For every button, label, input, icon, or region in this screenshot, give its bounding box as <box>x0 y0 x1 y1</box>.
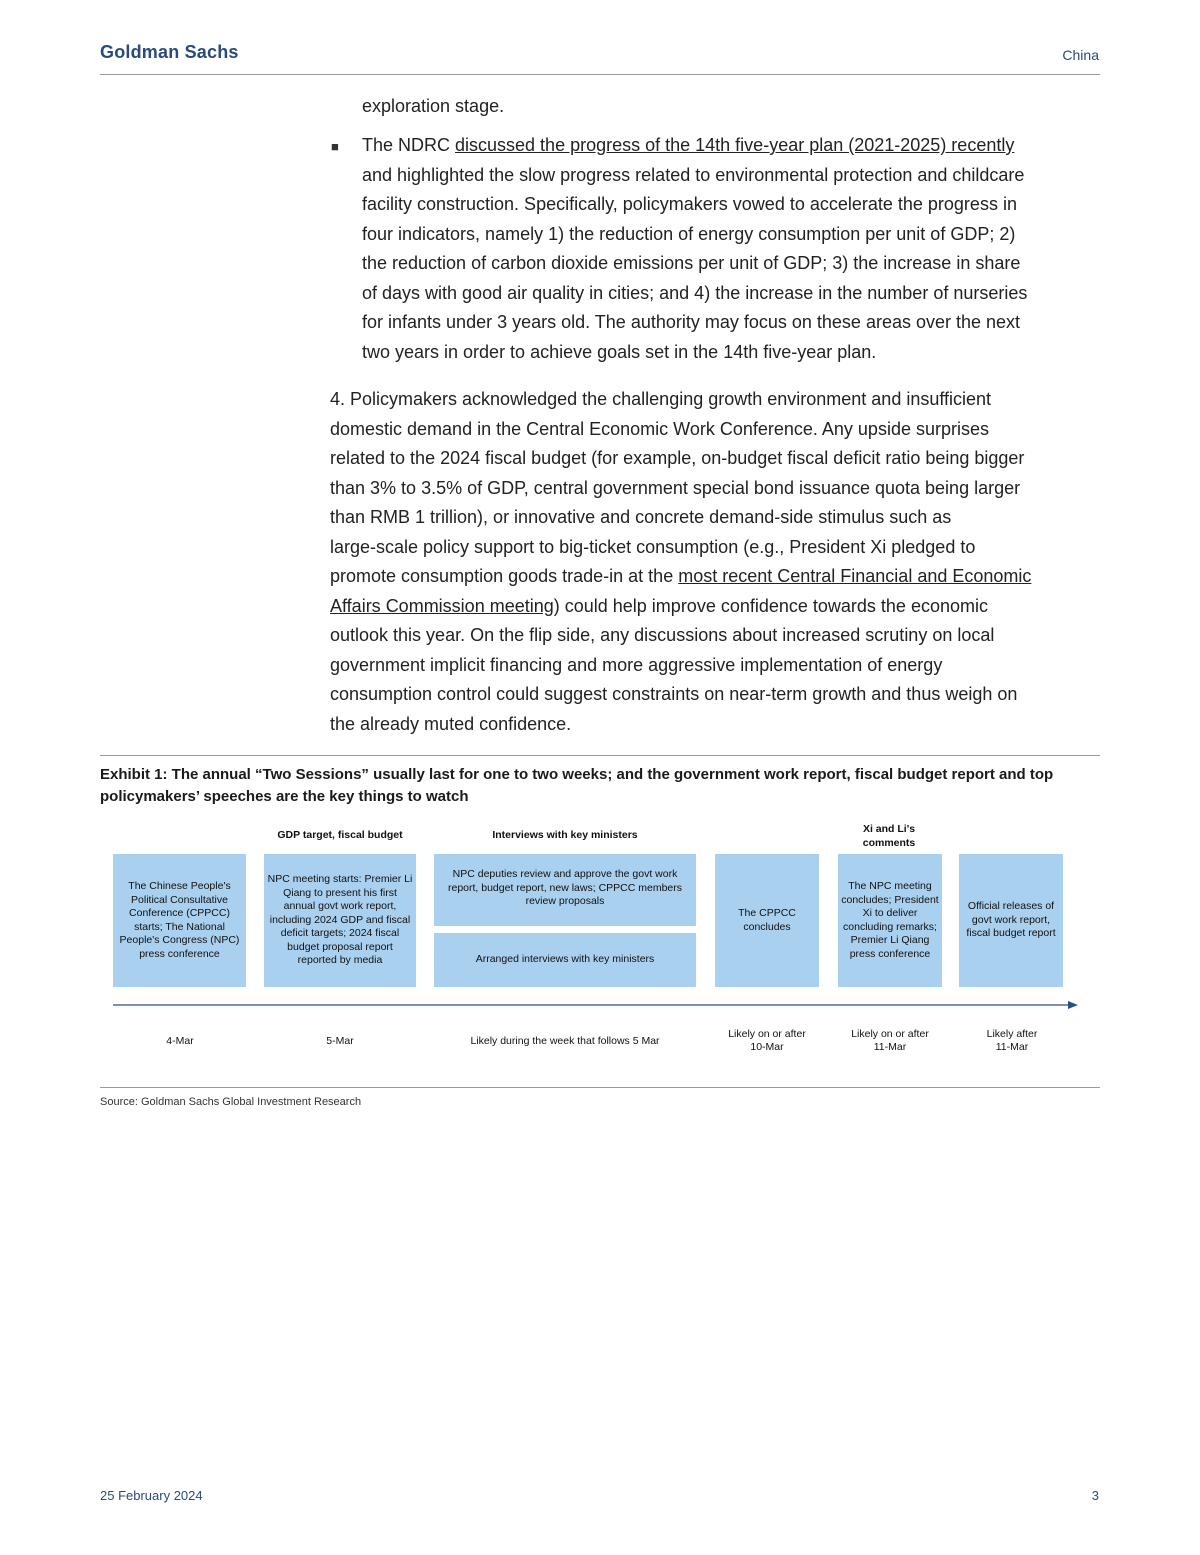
date-4-mar: 4-Mar <box>166 1035 194 1047</box>
footer-date: 25 February 2024 <box>100 1488 203 1503</box>
bullet-marker: ■ <box>331 139 339 154</box>
exhibit-title-line: policymakers’ speeches are the key things to watch <box>100 788 469 805</box>
paragraph-line <box>330 592 1102 622</box>
paragraph-line: outlook this year. On the flip side, any discussions about increased scrutiny on local <box>330 625 995 645</box>
box-npc-start: NPC meeting starts: Premier Li Qiang to present his first annual govt work report, including 2024 GDP and fiscal deficit targets; 2024 fiscal budget proposal report reported by media <box>264 854 416 987</box>
exhibit-top-rule <box>100 755 1100 756</box>
paragraph-line: large-scale policy support to big-ticket consumption (e.g., President Xi pledged to <box>330 536 976 557</box>
brand-name: Goldman Sachs <box>100 42 239 62</box>
bullet-line: and highlighted the slow progress related to environmental protection and childcare <box>362 164 1025 185</box>
paragraph-line <box>330 562 1102 592</box>
box-npc-review: NPC deputies review and approve the govt work report, budget report, new laws; CPPCC members review proposals <box>434 854 696 926</box>
box-releases: Official releases of govt work report, fiscal budget report <box>959 854 1063 987</box>
exhibit-source: Source: Goldman Sachs Global Investment Research <box>100 1096 362 1108</box>
header-rule <box>100 74 1100 75</box>
paragraph-4 <box>330 385 1102 739</box>
date-later-11-mar: Likely after 11-Mar <box>986 1028 1038 1053</box>
page-number: 3 <box>1091 1488 1099 1503</box>
date-5-mar: 5-Mar <box>326 1035 354 1047</box>
date-week-after: Likely during the week that follows 5 Mar <box>470 1035 660 1047</box>
paragraph-pre-text: promote consumption goods trade-in at the <box>330 566 679 586</box>
paragraph-post-text: ) could help improve confidence towards the economic <box>553 595 988 616</box>
col-label-xi-li: Xi and Li's comments <box>862 823 916 849</box>
col-label-gdp: GDP target, fiscal budget <box>277 829 403 841</box>
paragraph-line: 4. Policymakers acknowledged the challenging growth environment and insufficient <box>330 389 992 409</box>
box-cppcc-end: The CPPCC concludes <box>715 854 819 987</box>
bullet-block <box>362 131 1102 367</box>
exhibit-bottom-rule <box>100 1087 1100 1088</box>
paragraph-line: government implicit financing and more aggressive implementation of energy <box>330 654 943 675</box>
bullet-line: of days with good air quality in cities; and 4) the increase in the number of nurseries <box>362 282 1028 303</box>
timeline-arrowhead <box>1068 1001 1078 1009</box>
bullet-line: four indicators, namely 1) the reduction of energy consumption per unit of GDP; 2) <box>362 223 1016 244</box>
paragraph-line: consumption control could suggest constraints on near-term growth and thus weigh on <box>330 684 1018 704</box>
bullet-line: two years in order to achieve goals set in the 14th five-year plan. <box>362 341 877 362</box>
box-npc-end: The NPC meeting concludes; President Xi to deliver concluding remarks; Premier Li Qiang press conference <box>838 854 942 987</box>
bullet-line: facility construction. Specifically, policymakers vowed to accelerate the progress in <box>362 194 1017 214</box>
bullet-line: the reduction of carbon dioxide emissions per unit of GDP; 3) the increase in share <box>362 253 1021 273</box>
paragraph-line: than 3% to 3.5% of GDP, central government special bond issuance quota being larger <box>330 477 1021 498</box>
cfeac-meeting-link-cont[interactable]: Affairs Commission meeting <box>330 595 554 616</box>
box-interviews: Arranged interviews with key ministers <box>434 933 696 987</box>
paragraph-line: the already muted confidence. <box>330 713 572 734</box>
timeline-arrow <box>110 998 1082 1012</box>
bullet-line: for infants under 3 years old. The authority may focus on these areas over the next <box>362 312 1021 332</box>
region-label: China <box>1062 47 1099 63</box>
continuation-text: exploration stage. <box>362 96 505 116</box>
exhibit-title <box>100 764 1100 808</box>
bullet-line <box>362 131 1102 161</box>
paragraph-line: related to the 2024 fiscal budget (for example, on-budget fiscal deficit ratio being bigger <box>330 448 1025 468</box>
bullet-pre-text: The NDRC <box>362 135 456 155</box>
box-cppcc-start: The Chinese People's Political Consultative Conference (CPPCC) starts; The National People's Congress (NPC) press conference <box>113 854 246 987</box>
paragraph-line: than RMB 1 trillion), or innovative and concrete demand-side stimulus such as <box>330 507 952 527</box>
col-label-interviews: Interviews with key ministers <box>492 829 638 841</box>
date-after-11-mar: Likely on or after 11-Mar <box>851 1028 929 1053</box>
date-after-10-mar: Likely on or after 10-Mar <box>728 1028 806 1053</box>
exhibit-title-line: Exhibit 1: The annual “Two Sessions” usually last for one to two weeks; and the government work report, fiscal budget report and top <box>100 766 1054 783</box>
paragraph-line: domestic demand in the Central Economic Work Conference. Any upside surprises <box>330 418 989 439</box>
ndrc-plan-link[interactable]: discussed the progress of the 14th five-year plan (2021-2025) recently <box>455 135 1015 155</box>
cfeac-meeting-link[interactable]: most recent Central Financial and Economic <box>678 566 1032 586</box>
